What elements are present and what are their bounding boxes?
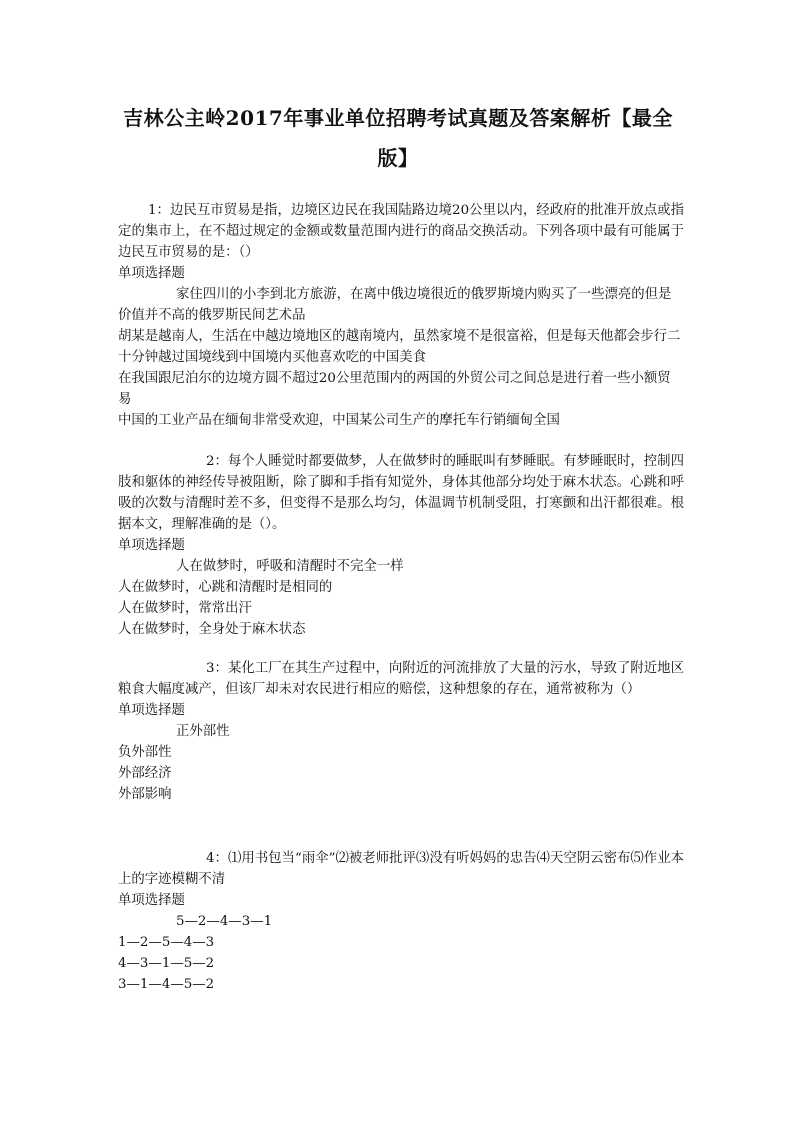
option-a: 正外部性 (176, 724, 230, 739)
option-c: 4—3—1—5—2 (118, 956, 215, 971)
question-type: 单项选择题 (118, 538, 185, 553)
option-b: 胡某是越南人，生活在中越边境地区的越南境内，虽然家境不是很富裕，但是每天他都会步行二十分钟越过国境线到中国境内买他喜欢吃的中国美食 (118, 329, 681, 365)
question-3 (118, 658, 684, 805)
option-d: 人在做梦时，全身处于麻木状态 (118, 622, 306, 637)
option-b: 负外部性 (118, 745, 172, 760)
option-a: 人在做梦时，呼吸和清醒时不完全一样 (176, 559, 404, 574)
option-d: 外部影响 (118, 787, 172, 802)
question-type: 单项选择题 (118, 893, 185, 908)
option-c: 外部经济 (118, 766, 172, 781)
option-a: 家住四川的小李到北方旅游，在离中俄边境很近的俄罗斯境内购买了一些漂亮的但是价值并不高的俄罗斯民间艺术品 (118, 287, 672, 323)
question-stem: 3：某化工厂在其生产过程中，向附近的河流排放了大量的污水，导致了附近地区粮食大幅度减产，但该厂却未对农民进行相应的赔偿，这种想象的存在，通常被称为（） (118, 661, 684, 697)
question-stem: 4：⑴用书包当“雨伞”⑵被老师批评⑶没有听妈妈的忠告⑷天空阴云密布⑸作业本上的字迹模糊不清 (118, 851, 684, 887)
option-b: 人在做梦时，心跳和清醒时是相同的 (118, 580, 333, 595)
question-type: 单项选择题 (118, 703, 185, 718)
question-4 (118, 848, 684, 995)
option-d: 3—1—4—5—2 (118, 977, 215, 992)
option-b: 1—2—5—4—3 (118, 935, 215, 950)
option-c: 人在做梦时，常常出汗 (118, 601, 252, 616)
option-d: 中国的工业产品在缅甸非常受欢迎，中国某公司生产的摩托车行销缅甸全国 (118, 413, 560, 428)
option-a: 5—2—4—3—1 (176, 914, 273, 929)
question-stem: 2：每个人睡觉时都要做梦，人在做梦时的睡眠叫有梦睡眠。有梦睡眠时，控制四肢和躯体的神经传导被阻断，除了脚和手指有知觉外，身体其他部分均处于麻木状态。心跳和呼吸的次数与清醒时差不多，但变得不是那么均匀，体温调节机制受阻，打寒颤和出汗都很难。根据本文，理解准确的是（）。 (118, 454, 684, 532)
document-title: 吉林公主岭2017年事业单位招聘考试真题及答案解析【最全版】 (123, 106, 673, 170)
question-2 (118, 451, 684, 640)
question-type: 单项选择题 (118, 266, 185, 281)
question-stem: 1：边民互市贸易是指，边境区边民在我国陆路边境20公里以内，经政府的批准开放点或指定的集市上，在不超过规定的金额或数量范围内进行的商品交换活动。下列各项中最有可能属于边民互市贸易的是：（） (118, 203, 684, 260)
option-c: 在我国跟尼泊尔的边境方圆不超过20公里范围内的两国的外贸公司之间总是进行着一些小额贸易 (118, 371, 671, 407)
question-1 (118, 200, 684, 431)
